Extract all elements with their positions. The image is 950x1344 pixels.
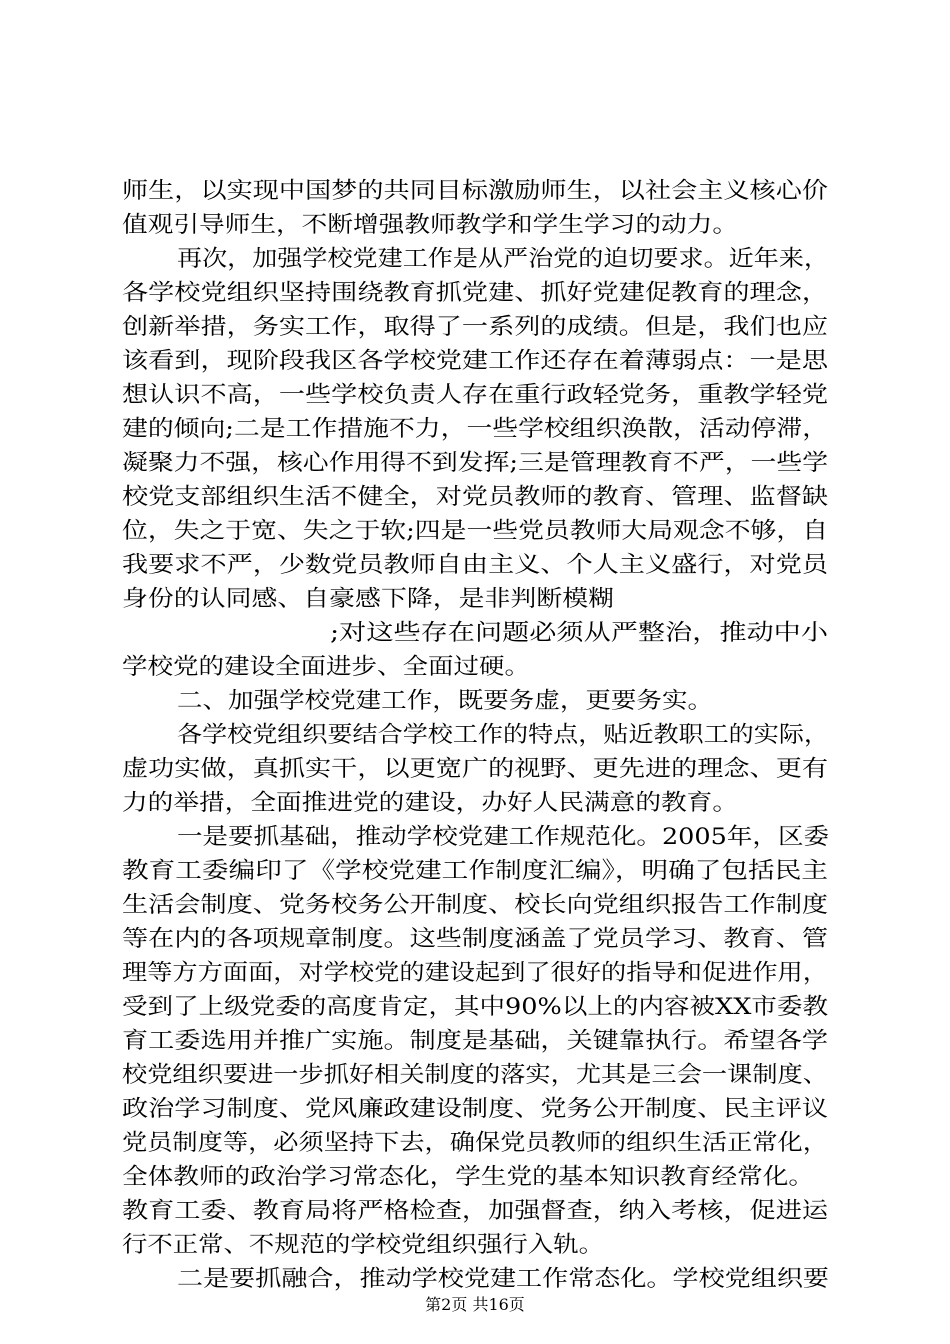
text-line-content: 各学校党组织坚持围绕教育抓党建、抓好党建促教育的理念， <box>122 280 828 306</box>
text-line-content: 学校党的建设全面进步、全面过硬。 <box>122 654 531 680</box>
text-line-content: 凝聚力不强，核心作用得不到发挥;三是管理教育不严，一些学 <box>122 450 829 476</box>
text-line <box>0 1194 950 1228</box>
text-line <box>0 1160 950 1194</box>
text-line <box>0 1092 950 1126</box>
text-line-content: 育工委选用并推广实施。制度是基础，关键靠执行。希望各学 <box>122 1028 828 1054</box>
text-line-content: ;对这些存在问题必须从严整治，推动中小 <box>330 620 829 646</box>
text-line <box>0 208 950 242</box>
text-line <box>0 752 950 786</box>
text-line-content: 位，失之于宽、失之于软;四是一些党员教师大局观念不够，自 <box>122 518 829 544</box>
text-line-content: 理等方方面面，对学校党的建设起到了很好的指导和促进作用， <box>122 960 828 986</box>
text-line <box>0 1024 950 1058</box>
text-line-content: 创新举措，务实工作，取得了一系列的成绩。但是，我们也应 <box>122 314 828 340</box>
text-line <box>0 174 950 208</box>
text-line <box>0 242 950 276</box>
text-line-content: 值观引导师生，不断增强教师教学和学生学习的动力。 <box>122 212 739 238</box>
text-line-content: 一是要抓基础，推动学校党建工作规范化。2005年，区委 <box>177 824 830 850</box>
text-line <box>0 854 950 888</box>
text-line <box>0 616 950 650</box>
text-line-content: 再次，加强学校党建工作是从严治党的迫切要求。近年来， <box>177 246 829 272</box>
text-line <box>0 922 950 956</box>
text-line-content: 校党组织要进一步抓好相关制度的落实，尤其是三会一课制度、 <box>122 1062 828 1088</box>
text-line-content: 二、加强学校党建工作，既要务虚，更要务实。 <box>177 688 713 714</box>
text-line <box>0 446 950 480</box>
text-line <box>0 412 950 446</box>
text-line <box>0 718 950 752</box>
text-line-content: 我要求不严，少数党员教师自由主义、个人主义盛行，对党员 <box>122 552 828 578</box>
text-line-content: 虚功实做，真抓实干，以更宽广的视野、更先进的理念、更有 <box>122 756 828 782</box>
text-line-content: 该看到，现阶段我区各学校党建工作还存在着薄弱点：一是思 <box>122 348 828 374</box>
text-line <box>0 1228 950 1262</box>
text-line-content: 力的举措，全面推进党的建设，办好人民满意的教育。 <box>122 790 739 816</box>
text-line <box>0 276 950 310</box>
text-line <box>0 684 950 718</box>
text-line <box>0 480 950 514</box>
text-line <box>0 1262 950 1296</box>
text-line <box>0 310 950 344</box>
text-line <box>0 1126 950 1160</box>
text-line-content: 生活会制度、党务校务公开制度、校长向党组织报告工作制度 <box>122 892 828 918</box>
text-line-content: 师生，以实现中国梦的共同目标激励师生，以社会主义核心价 <box>122 178 828 204</box>
text-line <box>0 990 950 1024</box>
text-line <box>0 650 950 684</box>
text-line <box>0 956 950 990</box>
text-line <box>0 514 950 548</box>
text-line-content: 教育工委、教育局将严格检查，加强督查，纳入考核，促进运 <box>122 1198 828 1224</box>
page-footer: 第2页 共16页 <box>425 1295 525 1314</box>
text-line <box>0 548 950 582</box>
text-line <box>0 378 950 412</box>
text-line-content: 各学校党组织要结合学校工作的特点，贴近教职工的实际， <box>177 722 829 748</box>
text-line-content: 校党支部组织生活不健全，对党员教师的教育、管理、监督缺 <box>122 484 828 510</box>
text-line-content: 受到了上级党委的高度肯定，其中90%以上的内容被XX市委教 <box>122 994 829 1020</box>
text-line-content: 等在内的各项规章制度。这些制度涵盖了党员学习、教育、管 <box>122 926 828 952</box>
text-line <box>0 344 950 378</box>
text-line <box>0 786 950 820</box>
text-line-content: 政治学习制度、党风廉政建设制度、党务公开制度、民主评议 <box>122 1096 828 1122</box>
text-line-content: 身份的认同感、自豪感下降，是非判断模糊 <box>122 586 615 612</box>
text-line-content: 二是要抓融合，推动学校党建工作常态化。学校党组织要 <box>177 1266 829 1292</box>
text-line <box>0 1058 950 1092</box>
text-line <box>0 582 950 616</box>
text-line <box>0 820 950 854</box>
text-line-content: 想认识不高，一些学校负责人存在重行政轻党务，重教学轻党 <box>122 382 828 408</box>
text-line-content: 全体教师的政治学习常态化，学生党的基本知识教育经常化。 <box>122 1164 815 1190</box>
text-line-content: 行不正常、不规范的学校党组织强行入轨。 <box>122 1232 604 1258</box>
text-line-content: 教育工委编印了《学校党建工作制度汇编》，明确了包括民主 <box>122 858 828 884</box>
text-line-content: 党员制度等，必须坚持下去，确保党员教师的组织生活正常化， <box>122 1130 828 1156</box>
text-line-content: 建的倾向;二是工作措施不力，一些学校组织涣散，活动停滞， <box>122 416 829 442</box>
text-line <box>0 888 950 922</box>
